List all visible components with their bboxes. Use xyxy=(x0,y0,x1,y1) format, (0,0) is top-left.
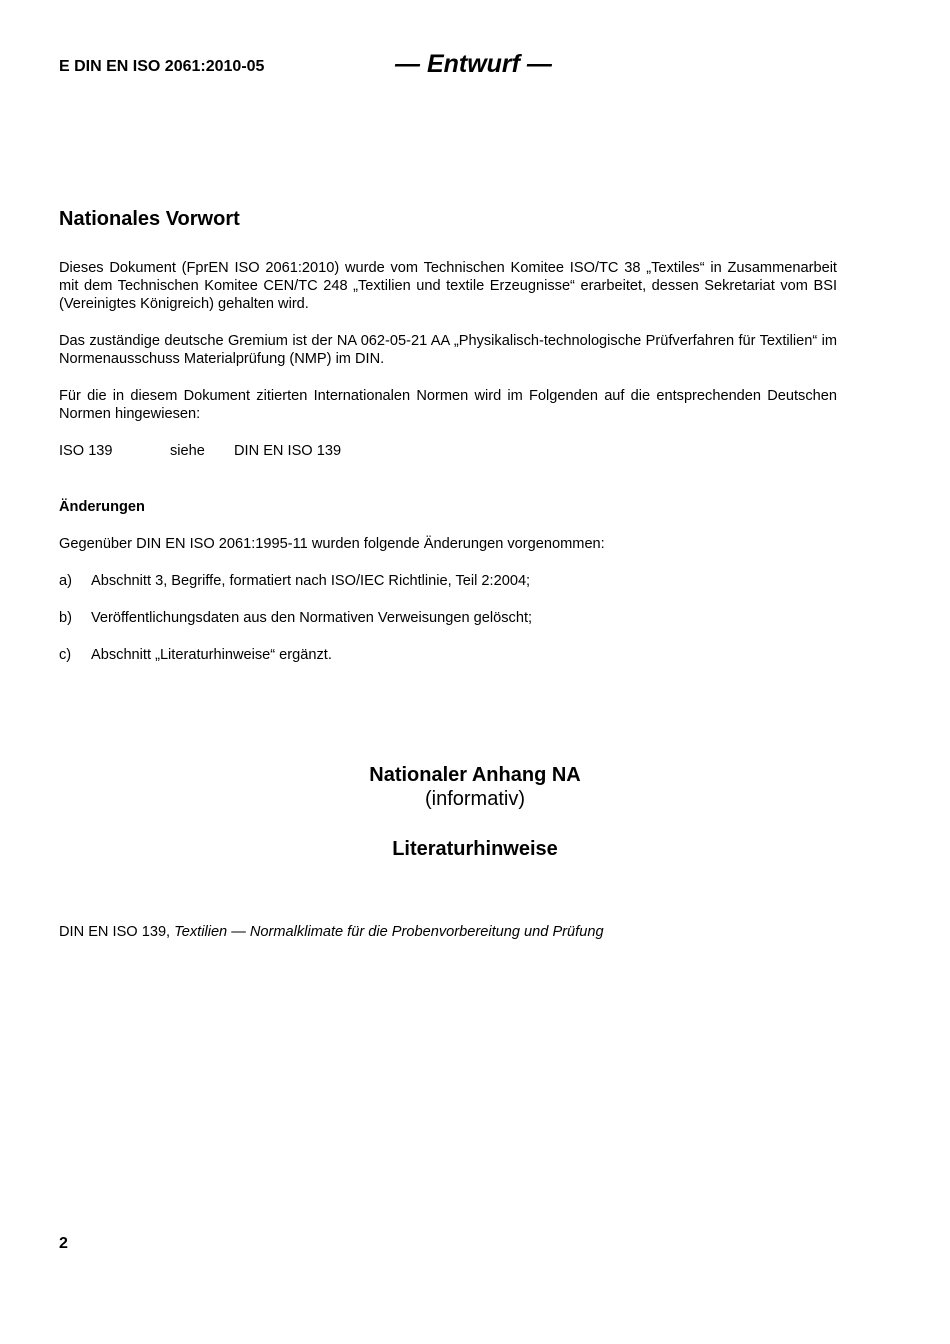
list-marker: b) xyxy=(59,610,72,626)
list-text: Abschnitt 3, Begriffe, formatiert nach ISO/IEC Richtlinie, Teil 2:2004; xyxy=(91,573,531,589)
literatur-title: Literaturhinweise xyxy=(392,838,558,860)
document-id: E DIN EN ISO 2061:2010-05 xyxy=(59,58,265,75)
paragraph: Das zuständige deutsche Gremium ist der NA 062-05-21 AA „Physikalisch-technologische Prüfverfahren für Textilien“ im Normenausschuss Materialprüfung (NMP) im DIN. xyxy=(59,333,837,367)
paragraph: Dieses Dokument (FprEN ISO 2061:2010) wurde vom Technischen Komitee ISO/TC 38 „Textiles“ in Zusammenarbeit mit dem Technischen Komitee CEN/TC 248 „Textilien und textile Erzeugnisse“ erarbeitet, dessen Sekretariat vom BSI (Vereinigtes Königreich) gehalten wird. xyxy=(59,260,837,312)
list-item xyxy=(59,609,837,627)
aenderungen-intro: Gegenüber DIN EN ISO 2061:1995-11 wurden folgende Änderungen vorgenommen: xyxy=(59,536,605,552)
bibliography-ref: DIN EN ISO 139, xyxy=(59,924,175,940)
list-item xyxy=(59,646,837,664)
page-number: 2 xyxy=(59,1235,68,1252)
bibliography-title: Textilien — Normalklimate für die Probenvorbereitung und Prüfung xyxy=(174,924,604,940)
annex-heading xyxy=(0,763,950,861)
section-title-aenderungen: Änderungen xyxy=(59,499,145,515)
din-standard: DIN EN ISO 139 xyxy=(234,443,342,459)
intl-standard: ISO 139 xyxy=(59,443,113,459)
section-title-vorwort: Nationales Vorwort xyxy=(59,208,240,230)
annex-title: Nationaler Anhang NA xyxy=(369,764,581,786)
list-text: Veröffentlichungsdaten aus den Normativen Verweisungen gelöscht; xyxy=(91,610,533,626)
list-text: Abschnitt „Literaturhinweise“ ergänzt. xyxy=(91,647,332,663)
list-item xyxy=(59,572,837,590)
draft-label: — Entwurf — xyxy=(395,50,552,78)
paragraph: Für die in diesem Dokument zitierten Internationalen Normen wird im Folgenden auf die entsprechenden Deutschen Normen hingewiesen: xyxy=(59,388,837,422)
bibliography-entry xyxy=(59,923,604,941)
list-marker: a) xyxy=(59,573,72,589)
see-label: siehe xyxy=(170,443,205,459)
annex-informativ: (informativ) xyxy=(424,788,525,810)
reference-row xyxy=(59,442,837,460)
document-body xyxy=(59,207,837,683)
list-marker: c) xyxy=(59,647,72,663)
